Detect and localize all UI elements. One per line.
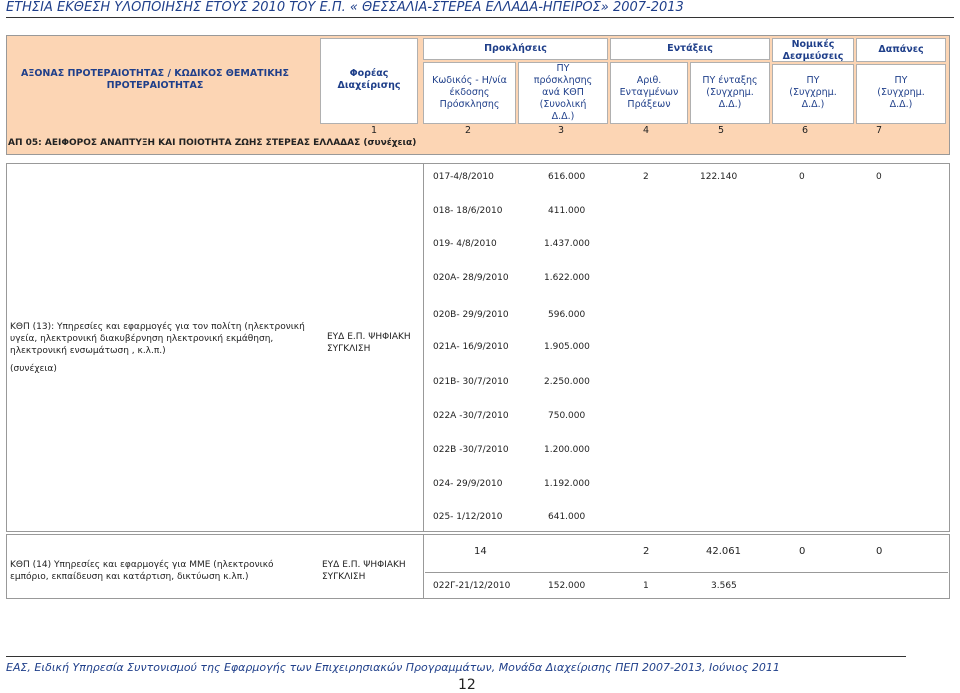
num-ops-line2: Ενταγμένων — [619, 87, 679, 98]
col-number-4: 4 — [643, 125, 650, 136]
table-row-code: 021Α- 16/9/2010 — [433, 342, 509, 352]
num-ops-line3: Πράξεων — [627, 99, 671, 110]
col-number-7: 7 — [876, 125, 883, 136]
table-row-py-call: 1.905.000 — [544, 342, 590, 352]
table-row-py-call: 641.000 — [548, 512, 586, 522]
py-call-line3: ανά ΚΘΠ — [542, 87, 584, 98]
py-legal-col-header — [772, 75, 854, 111]
table-row-py-call: 616.000 — [548, 172, 586, 182]
py-exp-line2: (Συγχρημ. — [877, 87, 925, 98]
code-col-line1: Κωδικός - Η/νία — [432, 75, 507, 86]
block1-continued: (συνέχεια) — [10, 364, 57, 374]
code-col-header — [423, 75, 516, 111]
py-call-line5: Δ.Δ.) — [551, 111, 575, 122]
table-row-code: 021Β- 30/7/2010 — [433, 377, 509, 387]
table-row-py-call: 1.622.000 — [544, 273, 590, 283]
table-row-code: 025- 1/12/2010 — [433, 512, 503, 522]
py-incl-line1: ΠΥ ένταξης — [702, 75, 758, 86]
table-row-code: 022Β -30/7/2010 — [433, 445, 509, 455]
block1-divider — [423, 163, 424, 532]
block2-row-divider — [425, 572, 948, 573]
py-incl-line3: Δ.Δ.) — [718, 99, 742, 110]
py-exp-line3: Δ.Δ.) — [889, 99, 913, 110]
table-row-code: 020Α- 28/9/2010 — [433, 273, 509, 283]
block1-body-line1: ΕΥΔ Ε.Π. ΨΗΦΙΑΚΗ — [327, 332, 411, 342]
block1-theme — [10, 321, 320, 357]
table-row-code: 017-4/8/2010 — [433, 172, 494, 182]
total-row-num-ops: 2 — [643, 546, 650, 557]
total-row-code: 14 — [474, 546, 487, 557]
table-row-py-call: 1.192.000 — [544, 479, 590, 489]
py-legal-line1: ΠΥ — [806, 75, 820, 86]
col-number-3: 3 — [558, 125, 565, 136]
block2-body-line2: ΣΥΓΚΛΙΣΗ — [322, 572, 366, 582]
page-number: 12 — [458, 677, 476, 693]
block1-body-line2: ΣΥΓΚΛΙΣΗ — [327, 344, 371, 354]
table-row-num-ops: 2 — [643, 172, 649, 182]
py-call-line1: ΠΥ — [556, 63, 570, 74]
table-row-py-call: 411.000 — [548, 206, 586, 216]
py-call-line2: πρόσκλησης — [533, 75, 593, 86]
py-exp-line1: ΠΥ — [894, 75, 908, 86]
block2-theme-line1: ΚΘΠ (14) Υπηρεσίες και εφαρμογές για ΜΜΕ (ηλεκτρονικό — [10, 560, 274, 570]
py-legal-line2: (Συγχρημ. — [789, 87, 837, 98]
total-row-py-incl: 42.061 — [706, 546, 741, 557]
total-row-py-exp: 0 — [876, 546, 883, 557]
legal-group-line1: Νομικές — [791, 39, 835, 50]
num-ops-col-header — [610, 75, 688, 111]
table-row-py-call: 152.000 — [548, 581, 586, 591]
table-row-code: 020Β- 29/9/2010 — [433, 310, 509, 320]
body-header-line1: Φορέας — [349, 68, 389, 79]
block2-theme — [10, 559, 320, 583]
table-row-py-call: 596.000 — [548, 310, 586, 320]
block2-body-line1: ΕΥΔ Ε.Π. ΨΗΦΙΑΚΗ — [322, 560, 406, 570]
footer-rule — [6, 656, 906, 657]
block2-theme-line2: εμπόριο, εκπαίδευση και κατάρτιση, δικτύωση κ.λπ.) — [10, 572, 249, 582]
table-row-code: 019- 4/8/2010 — [433, 239, 497, 249]
table-row-py-call: 750.000 — [548, 411, 586, 421]
col-number-1: 1 — [371, 125, 378, 136]
py-call-col-header — [518, 63, 608, 123]
py-incl-line2: (Συγχρημ. — [706, 87, 754, 98]
table-row-num-ops: 1 — [643, 581, 649, 591]
block1-theme-line2: υγεία, ηλεκτρονική διακυβέρνηση ηλεκτρονική εκμάθηση, — [10, 334, 274, 344]
table-row-code: 022Α -30/7/2010 — [433, 411, 509, 421]
block1-theme-line1: ΚΘΠ (13): Υπηρεσίες και εφαρμογές για τον πολίτη (ηλεκτρονική — [10, 322, 305, 332]
block2-divider — [423, 534, 424, 599]
inclusions-group-label: Εντάξεις — [667, 43, 713, 54]
legal-group-line2: Δεσμεύσεις — [782, 51, 844, 62]
table-row-code: 022Γ-21/12/2010 — [433, 581, 511, 591]
code-col-line2: έκδοσης — [449, 87, 490, 98]
py-legal-line3: Δ.Δ.) — [801, 99, 825, 110]
table-row-py-incl: 122.140 — [700, 172, 738, 182]
axis-header: ΑΞΟΝΑΣ ΠΡΟΤΕΡΑΙΟΤΗΤΑΣ / ΚΩΔΙΚΟΣ ΘΕΜΑΤΙΚΗΣ ΠΡΟΤΕΡΑΙΟΤΗΤΑΣ — [21, 68, 289, 91]
block2-body — [322, 559, 406, 583]
block1-theme-line3: ηλεκτρονική ενσωμάτωση , κ.λ.π.) — [10, 346, 166, 356]
col-number-5: 5 — [718, 125, 725, 136]
py-call-line4: (Συνολική — [539, 99, 587, 110]
py-exp-col-header — [856, 75, 946, 111]
col-number-6: 6 — [802, 125, 809, 136]
table-row-code: 018- 18/6/2010 — [433, 206, 503, 216]
num-ops-line1: Αριθ. — [636, 75, 662, 86]
calls-group-label: Προκλήσεις — [484, 43, 547, 54]
table-row-py-call: 1.200.000 — [544, 445, 590, 455]
code-col-line3: Πρόσκλησης — [439, 99, 500, 110]
expenses-group-label: Δαπάνες — [878, 44, 924, 55]
py-incl-col-header — [690, 75, 770, 111]
header-rule — [6, 17, 954, 18]
total-row-py-legal: 0 — [799, 546, 806, 557]
table-row-code: 024- 29/9/2010 — [433, 479, 503, 489]
block1-body — [327, 331, 411, 355]
body-header-line2: Διαχείρισης — [337, 80, 401, 91]
page-footer: ΕΑΣ, Ειδική Υπηρεσία Συντονισμού της Εφαρμογής των Επιχειρησιακών Προγραμμάτων, Μονάδα Διαχείρισης ΠΕΠ 2007-2013, Ιούνιος 2011 — [6, 661, 780, 674]
table-row-py-call: 1.437.000 — [544, 239, 590, 249]
table-row-py-legal: 0 — [799, 172, 805, 182]
page-header: ΕΤΗΣΙΑ ΕΚΘΕΣΗ ΥΛΟΠΟΙΗΣΗΣ ΕΤΟΥΣ 2010 ΤΟΥ Ε.Π. « ΘΕΣΣΑΛΙΑ-ΣΤΕΡΕΑ ΕΛΛΑΔΑ-ΗΠΕΙΡΟΣ» 2007-2013 — [6, 0, 684, 15]
table-row-py-call: 2.250.000 — [544, 377, 590, 387]
section-title: ΑΠ 05: ΑΕΙΦΟΡΟΣ ΑΝΑΠΤΥΞΗ ΚΑΙ ΠΟΙΟΤΗΤΑ ΖΩΗΣ ΣΤΕΡΕΑΣ ΕΛΛΑΔΑΣ (συνέχεια) — [8, 138, 417, 148]
table-row-py-exp: 0 — [876, 172, 882, 182]
col-number-2: 2 — [465, 125, 472, 136]
table-row-py-incl: 3.565 — [711, 581, 737, 591]
